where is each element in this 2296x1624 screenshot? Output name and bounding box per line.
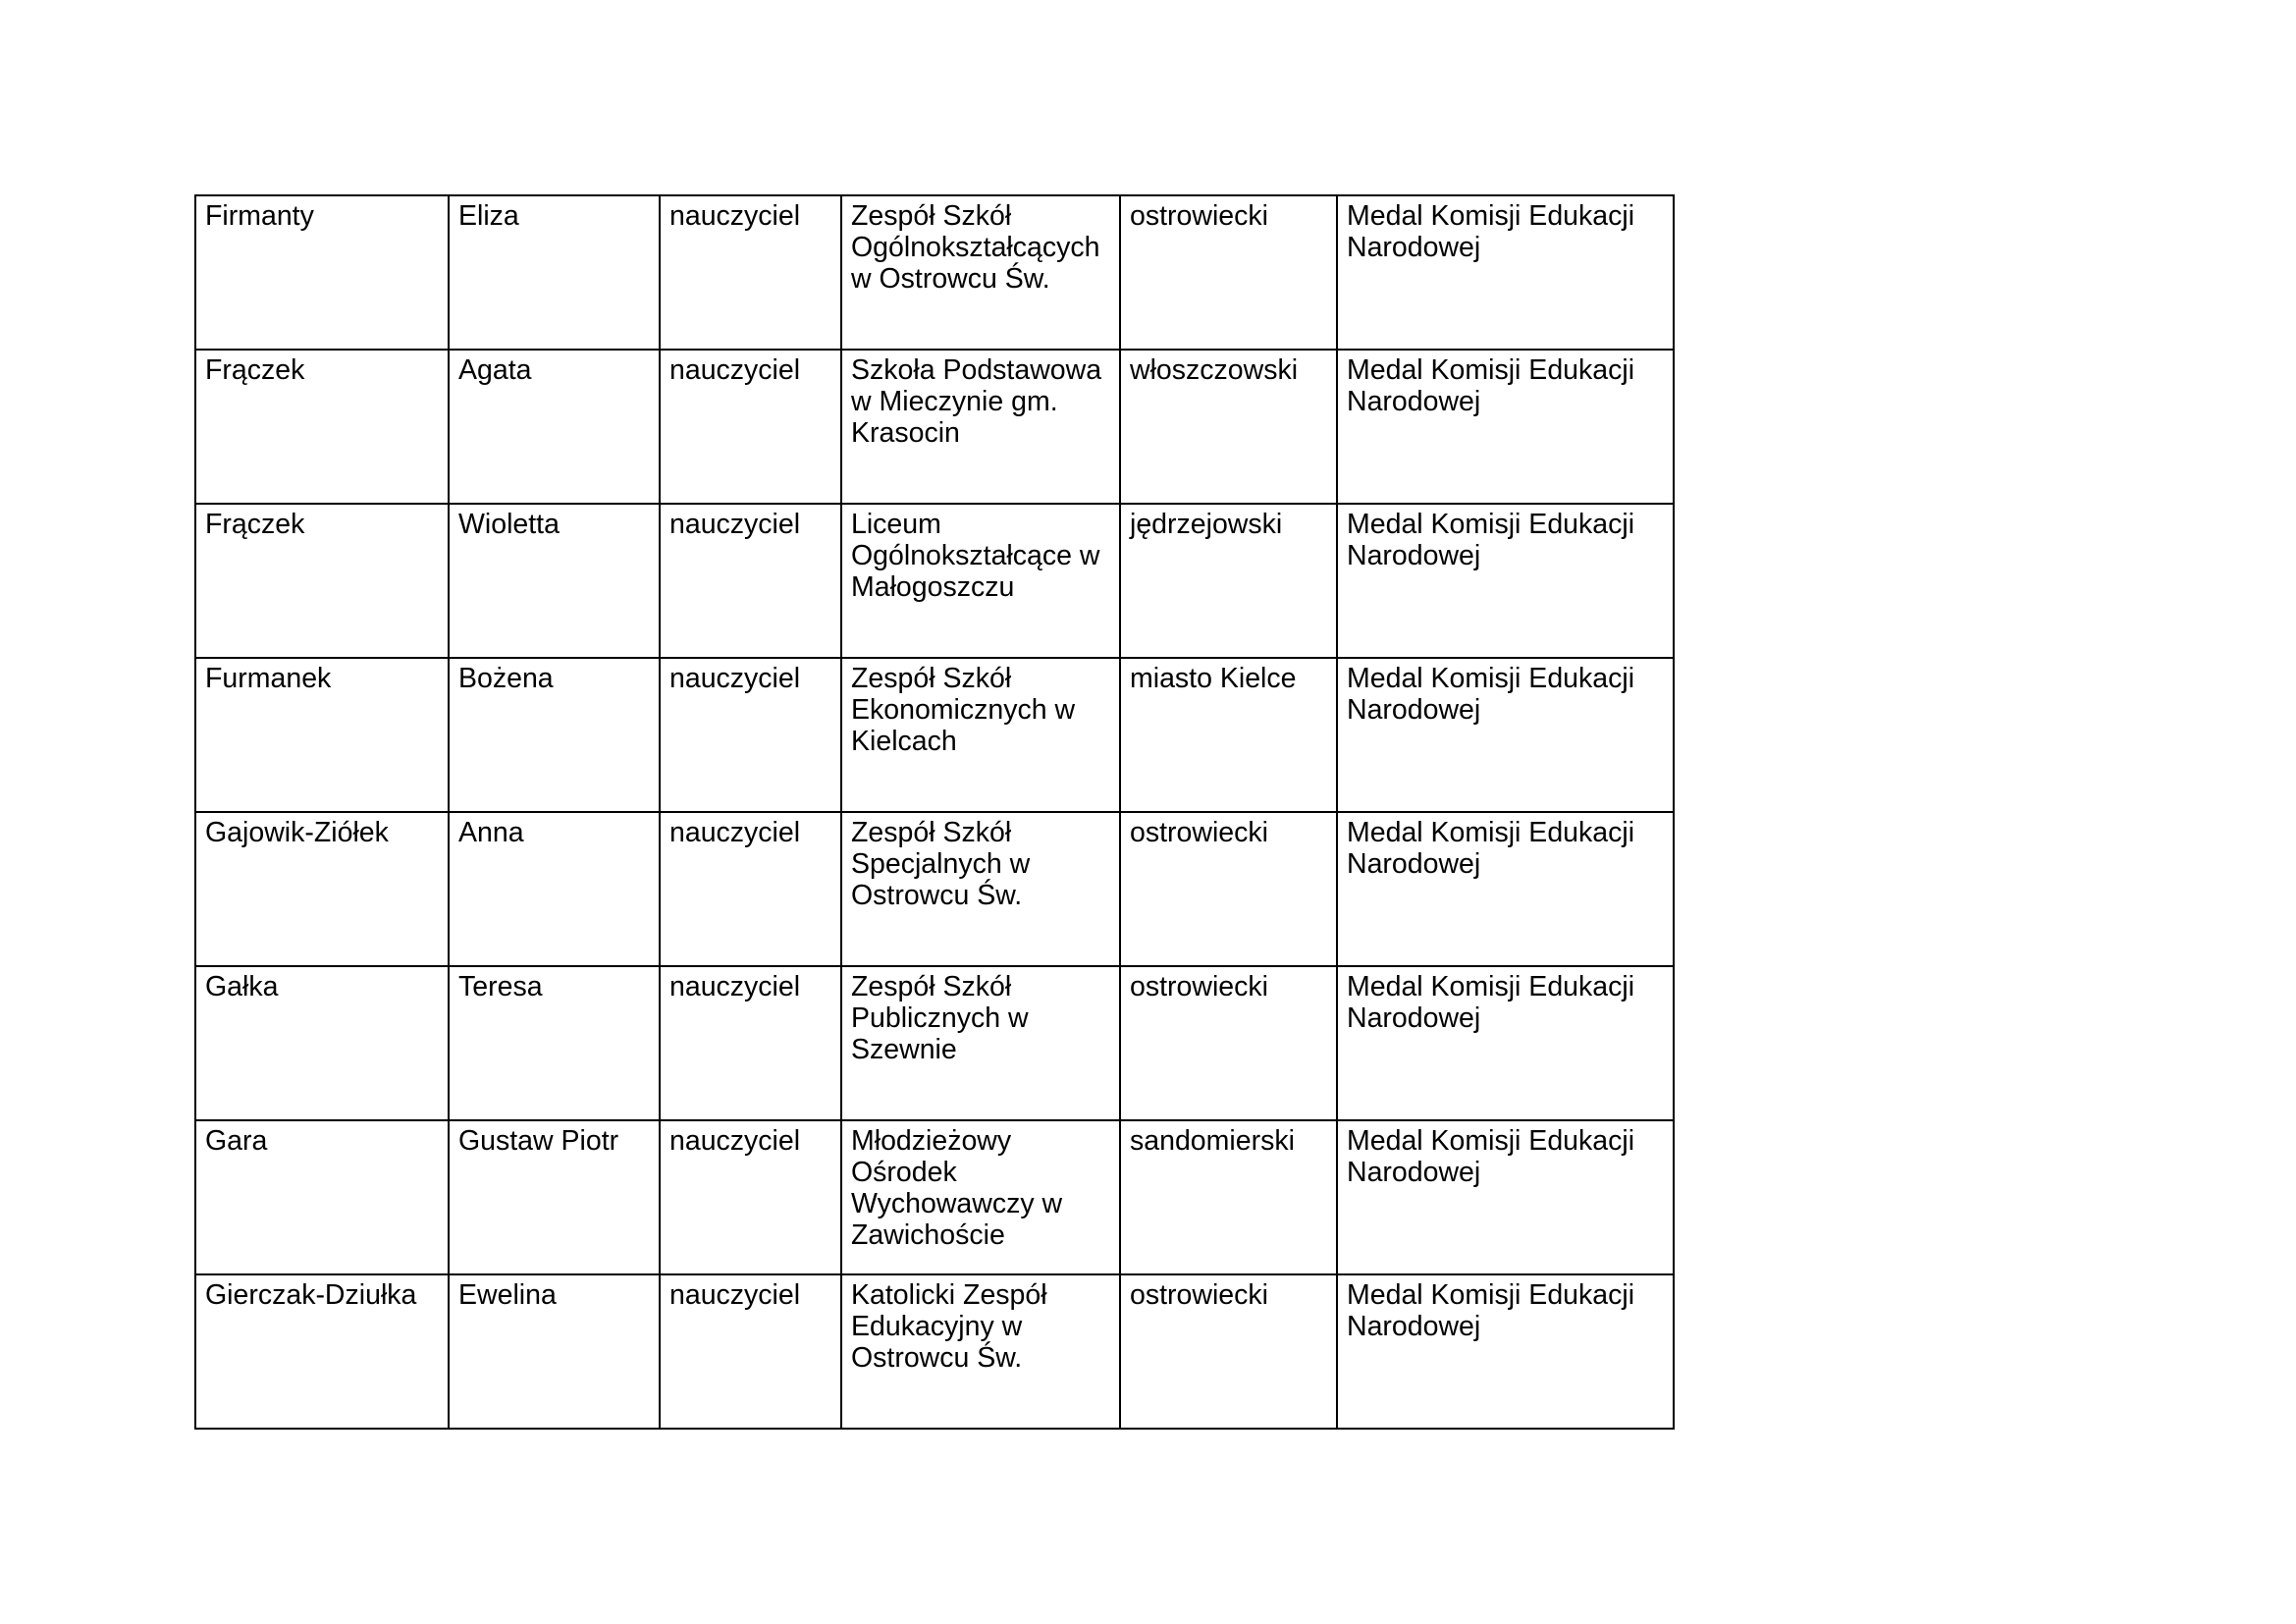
school-cell: Szkoła Podstawowa w Mieczynie gm. Krasocin [841,350,1120,504]
table-row [195,504,1674,658]
position-cell: nauczyciel [660,966,841,1120]
school-cell: Młodzieżowy Ośrodek Wychowawczy w Zawichoście [841,1120,1120,1274]
surname-cell: Gajowik-Ziółek [195,812,449,966]
surname-cell: Gierczak-Dziułka [195,1274,449,1429]
table-row [195,812,1674,966]
surname-cell: Firmanty [195,195,449,350]
surname-cell: Furmanek [195,658,449,812]
award-cell: Medal Komisji Edukacji Narodowej [1337,504,1674,658]
first-name-cell: Gustaw Piotr [449,1120,660,1274]
position-cell: nauczyciel [660,504,841,658]
position-cell: nauczyciel [660,1120,841,1274]
school-cell: Zespół Szkół Ogólnokształcących w Ostrowcu Św. [841,195,1120,350]
school-cell: Zespół Szkół Specjalnych w Ostrowcu Św. [841,812,1120,966]
award-cell: Medal Komisji Edukacji Narodowej [1337,1120,1674,1274]
first-name-cell: Agata [449,350,660,504]
award-table [194,194,1675,1430]
school-cell: Zespół Szkół Ekonomicznych w Kielcach [841,658,1120,812]
school-cell: Zespół Szkół Publicznych w Szewnie [841,966,1120,1120]
county-cell: sandomierski [1120,1120,1337,1274]
position-cell: nauczyciel [660,658,841,812]
county-cell: jędrzejowski [1120,504,1337,658]
county-cell: miasto Kielce [1120,658,1337,812]
award-cell: Medal Komisji Edukacji Narodowej [1337,195,1674,350]
table-row [195,195,1674,350]
position-cell: nauczyciel [660,812,841,966]
first-name-cell: Bożena [449,658,660,812]
first-name-cell: Eliza [449,195,660,350]
first-name-cell: Ewelina [449,1274,660,1429]
position-cell: nauczyciel [660,350,841,504]
surname-cell: Frączek [195,350,449,504]
award-cell: Medal Komisji Edukacji Narodowej [1337,350,1674,504]
county-cell: ostrowiecki [1120,195,1337,350]
award-cell: Medal Komisji Edukacji Narodowej [1337,812,1674,966]
surname-cell: Gałka [195,966,449,1120]
table-row [195,1120,1674,1274]
table-row [195,1274,1674,1429]
award-cell: Medal Komisji Edukacji Narodowej [1337,966,1674,1120]
table-row [195,658,1674,812]
surname-cell: Frączek [195,504,449,658]
award-cell: Medal Komisji Edukacji Narodowej [1337,1274,1674,1429]
award-cell: Medal Komisji Edukacji Narodowej [1337,658,1674,812]
first-name-cell: Anna [449,812,660,966]
county-cell: włoszczowski [1120,350,1337,504]
table-row [195,350,1674,504]
county-cell: ostrowiecki [1120,966,1337,1120]
position-cell: nauczyciel [660,1274,841,1429]
county-cell: ostrowiecki [1120,812,1337,966]
first-name-cell: Wioletta [449,504,660,658]
position-cell: nauczyciel [660,195,841,350]
county-cell: ostrowiecki [1120,1274,1337,1429]
school-cell: Liceum Ogólnokształcące w Małogoszczu [841,504,1120,658]
school-cell: Katolicki Zespół Edukacyjny w Ostrowcu Św. [841,1274,1120,1429]
table-row [195,966,1674,1120]
first-name-cell: Teresa [449,966,660,1120]
surname-cell: Gara [195,1120,449,1274]
